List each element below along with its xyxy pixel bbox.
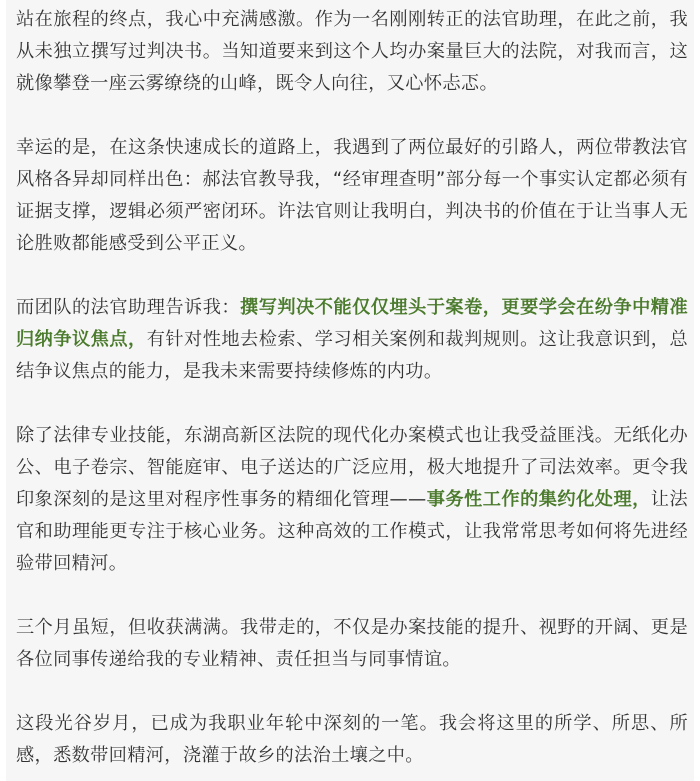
page-margin-left (0, 0, 6, 781)
paragraph-text: 让法官和助理能更专注于核心业务。这种高效的工作模式，让我常常思考如何将先进经验带回精河。 (16, 489, 689, 574)
paragraph-text: 而团队的法官助理告诉我： (16, 297, 241, 318)
paragraph-work-mode (16, 420, 688, 580)
paragraph-text: 三个月虽短，但收获满满。我带走的，不仅是办案技能的提升、视野的开阔、更是各位同事传递给我的专业精神、责任担当与同事情谊。 (16, 617, 688, 670)
paragraph-closing (16, 708, 688, 772)
paragraph-text: 有针对性地去检索、学习相关案例和裁判规则。这让我意识到，总结争议焦点的能力，是我未来需要持续修炼的内功。 (16, 329, 689, 382)
paragraph-text: 幸运的是，在这条快速成长的道路上，我遇到了两位最好的引路人，两位带教法官风格各异却同样出色：郝法官教导我，“经审理查明”部分每一个事实认定都必须有证据支撑，逻辑必须严密闭环。许法官则让我明白，判决书的价值在于让当事人无论胜败都能感受到公平正义。 (16, 137, 688, 254)
highlighted-text: 事务性工作的集约化处理， (426, 489, 651, 510)
paragraph-intro (16, 4, 688, 100)
paragraph-text: 站在旅程的终点，我心中充满感激。作为一名刚刚转正的法官助理，在此之前，我从未独立撰写过判决书。当知道要来到这个人均办案量巨大的法院，对我而言，这就像攀登一座云雾缭绕的山峰，既令人向往，又心怀忐忑。 (16, 9, 688, 94)
paragraph-text: 除了法律专业技能，东湖高新区法院的现代化办案模式也让我受益匪浅。无纸化办公、电子卷宗、智能庭审、电子送达的广泛应用，极大地提升了司法效率。更令我印象深刻的是这里对程序性事务的精细化管理—— (16, 425, 688, 510)
paragraph-assistant-advice (16, 292, 688, 388)
highlighted-text: 撰写判决不能仅仅埋头于案卷，更要学会在纷争中精准归纳争议焦点， (16, 297, 688, 350)
page-margin-right (694, 0, 700, 781)
paragraph-mentors (16, 132, 688, 260)
paragraph-harvest (16, 612, 688, 676)
paragraph-text: 这段光谷岁月，已成为我职业年轮中深刻的一笔。我会将这里的所学、所思、所感，悉数带回精河，浇灌于故乡的法治土壤之中。 (16, 713, 688, 766)
